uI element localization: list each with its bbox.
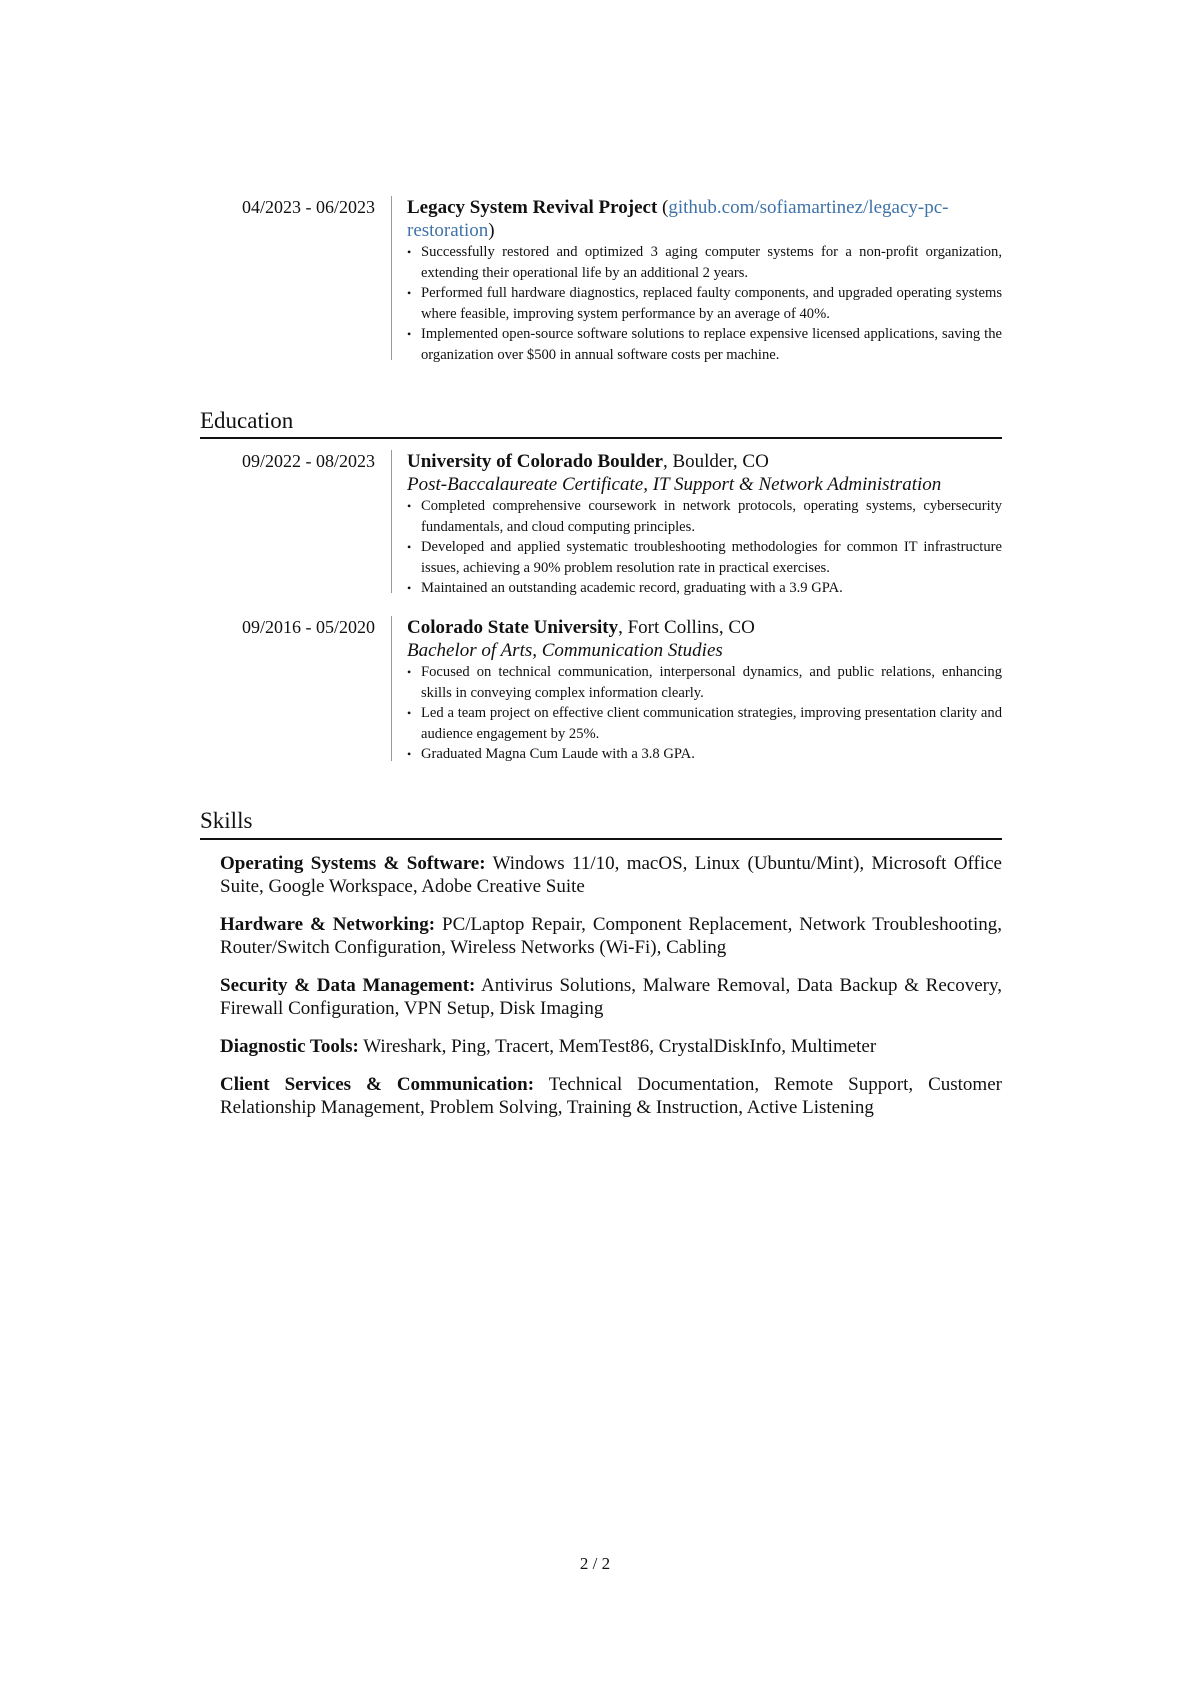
page-number: 2 / 2 [579,1554,611,1573]
school-name: Colorado State University [407,617,619,638]
bullet-item: • Completed comprehensive coursework in network protocols, operating systems, cybersecurity fundamentals, and cloud computing principles. [407,496,1002,537]
bullet-list [407,242,1002,366]
skill-label: Client Services & Communication: [220,1074,535,1095]
skill-value: Technical Documentation, Remote Support, Customer Relationship Management, Problem Solving, Training & Instruction, Active Listening [220,1074,1002,1118]
bullet-item: • Successfully restored and optimized 3 aging computer systems for a non-profit organization, extending their operational life by an additional 2 years. [407,242,1002,283]
skill-row [220,1073,1002,1119]
project-link[interactable]: github.com/sofiamartinez/legacy-pc-restoration [407,197,949,241]
skill-value: Windows 11/10, macOS, Linux (Ubuntu/Mint), Microsoft Office Suite, Google Workspace, Adobe Creative Suite [220,853,1002,897]
degree-title: Post-Baccalaureate Certificate, IT Support & Network Administration [407,474,942,495]
skill-row [220,974,1002,1020]
bullet-item: • Developed and applied systematic troubleshooting methodologies for common IT infrastructure issues, achieving a 90% problem resolution rate in practical exercises. [407,537,1002,578]
bullet-item: • Implemented open-source software solutions to replace expensive licensed applications, saving the organization over $500 in annual software costs per machine. [407,324,1002,365]
entry-title [407,196,1002,242]
timeline-divider [391,450,392,593]
bullet-item: • Led a team project on effective client communication strategies, improving presentation clarity and audience engagement by 25%. [407,703,1002,744]
timeline-divider [391,196,392,360]
skill-label: Hardware & Networking: [220,914,436,935]
bullet-item: • Performed full hardware diagnostics, replaced faulty components, and upgraded operating systems where feasible, improving system performance by an average of 40%. [407,283,1002,324]
skill-value: Antivirus Solutions, Malware Removal, Data Backup & Recovery, Firewall Configuration, VPN Setup, Disk Imaging [220,975,1002,1019]
section-heading-skills: Skills [200,808,253,833]
skill-row [220,1035,1002,1058]
entry-date: 09/2022 - 08/2023 [242,451,375,471]
bullet-item: • Maintained an outstanding academic record, graduating with a 3.9 GPA. [407,578,1002,599]
skill-row [220,852,1002,898]
school-location: , Fort Collins, CO [618,617,755,638]
bullet-list [407,496,1002,599]
skill-label: Security & Data Management: [220,975,476,996]
skill-label: Diagnostic Tools: [220,1036,359,1057]
skill-value: PC/Laptop Repair, Component Replacement, Network Troubleshooting, Router/Switch Configuration, Wireless Networks (Wi-Fi), Cabling [220,914,1002,958]
bullet-item: • Focused on technical communication, interpersonal dynamics, and public relations, enhancing skills in conveying complex information clearly. [407,662,1002,703]
entry-content [407,450,1002,599]
section-heading-education: Education [200,408,294,433]
school-name: University of Colorado Boulder [407,451,663,472]
link-paren-close: ) [488,220,495,241]
link-paren-open: ( [657,197,669,218]
degree-title: Bachelor of Arts, Communication Studies [407,640,723,661]
entry-content [407,616,1002,765]
entry-title [407,616,1002,639]
entry-date: 09/2016 - 05/2020 [242,617,375,637]
section-rule [200,838,1002,840]
section-rule [200,437,1002,439]
bullet-item: • Graduated Magna Cum Laude with a 3.8 GPA. [407,744,1002,765]
school-location: , Boulder, CO [662,451,769,472]
entry-content [407,196,1002,366]
skill-label: Operating Systems & Software: [220,853,486,874]
project-name: Legacy System Revival Project [407,197,658,218]
entry-date: 04/2023 - 06/2023 [242,197,375,217]
skill-row [220,913,1002,959]
bullet-list [407,662,1002,765]
skill-value: Wireshark, Ping, Tracert, MemTest86, CrystalDiskInfo, Multimeter [358,1036,877,1057]
entry-title [407,450,1002,473]
timeline-divider [391,616,392,761]
